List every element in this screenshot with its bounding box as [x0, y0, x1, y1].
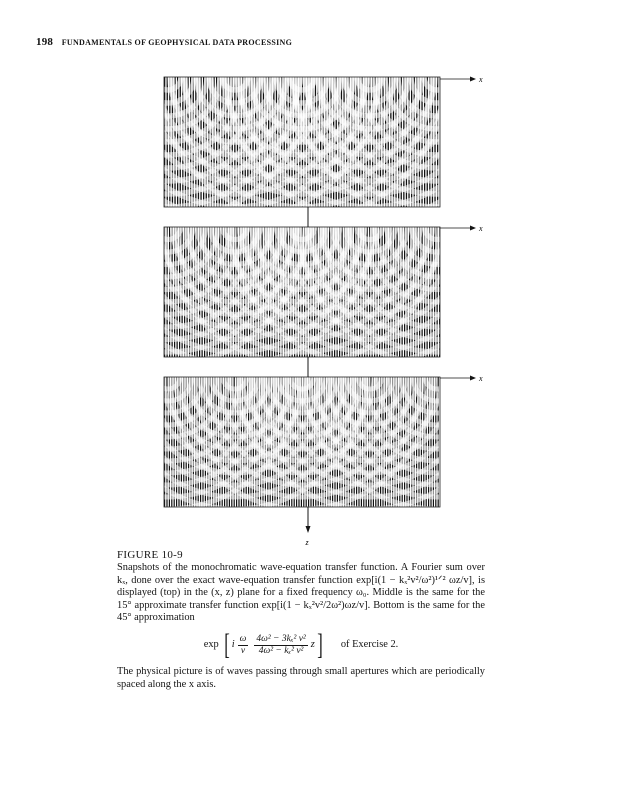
figure-caption [117, 549, 485, 691]
caption-text [117, 562, 485, 624]
fraction-denominator: 4ω² − kₓ² v² [258, 645, 304, 656]
equation-i: i [231, 639, 235, 651]
fraction-numerator: 4ω² − 3kₓ² v² [256, 634, 306, 645]
x-axis-bottom [440, 374, 483, 383]
equation-45-degree [117, 630, 485, 660]
z-axis-label: z [305, 538, 309, 547]
equation-exp: exp [203, 639, 219, 651]
equation-suffix: of Exercise 2. [340, 639, 399, 651]
closing-paragraph: The physical picture is of waves passing through small apertures which are periodically spaced along the x axis. [117, 666, 485, 690]
caption-paragraph: Snapshots of the monochromatic wave-equation transfer function. A Fourier sum over kₓ, done over the exact wave-equation transfer function exp[i(1 − kₓ²v²/ω²)¹ᐟ² ωz/v], is displayed (top) in the (x, z) plane for a fixed frequency ω₀. Middle is the same for the 15° approximate transfer function exp[i(1 − kₓ²v²/2ω²)ωz/v]. Bottom is the same for the 45° approximation [117, 562, 485, 624]
x-axis-arrowhead [470, 226, 476, 231]
fraction-omega-over-v [238, 634, 249, 656]
fraction-45-degree [254, 634, 307, 656]
right-bracket: ] [317, 628, 323, 662]
panel-top [25, 0, 580, 220]
fraction-numerator: ω [239, 634, 247, 645]
z-axis-arrowhead [306, 526, 311, 533]
equation-z: z [310, 639, 315, 651]
left-bracket: [ [224, 628, 230, 662]
x-axis-top [440, 75, 483, 84]
figure-label: FIGURE 10-9 [117, 549, 183, 561]
x-axis-arrowhead [470, 77, 476, 82]
x-axis-middle [440, 224, 483, 233]
x-axis-label: x [479, 374, 483, 383]
equation-body [232, 634, 315, 656]
x-axis-label: x [479, 75, 483, 84]
fraction-denominator: v [240, 645, 246, 656]
x-axis-arrowhead [470, 376, 476, 381]
page-number: 198 [36, 36, 54, 48]
panel-top-wave-pattern [25, 0, 580, 220]
running-title: FUNDAMENTALS OF GEOPHYSICAL DATA PROCESSING [61, 38, 293, 47]
x-axis-label: x [479, 224, 483, 233]
